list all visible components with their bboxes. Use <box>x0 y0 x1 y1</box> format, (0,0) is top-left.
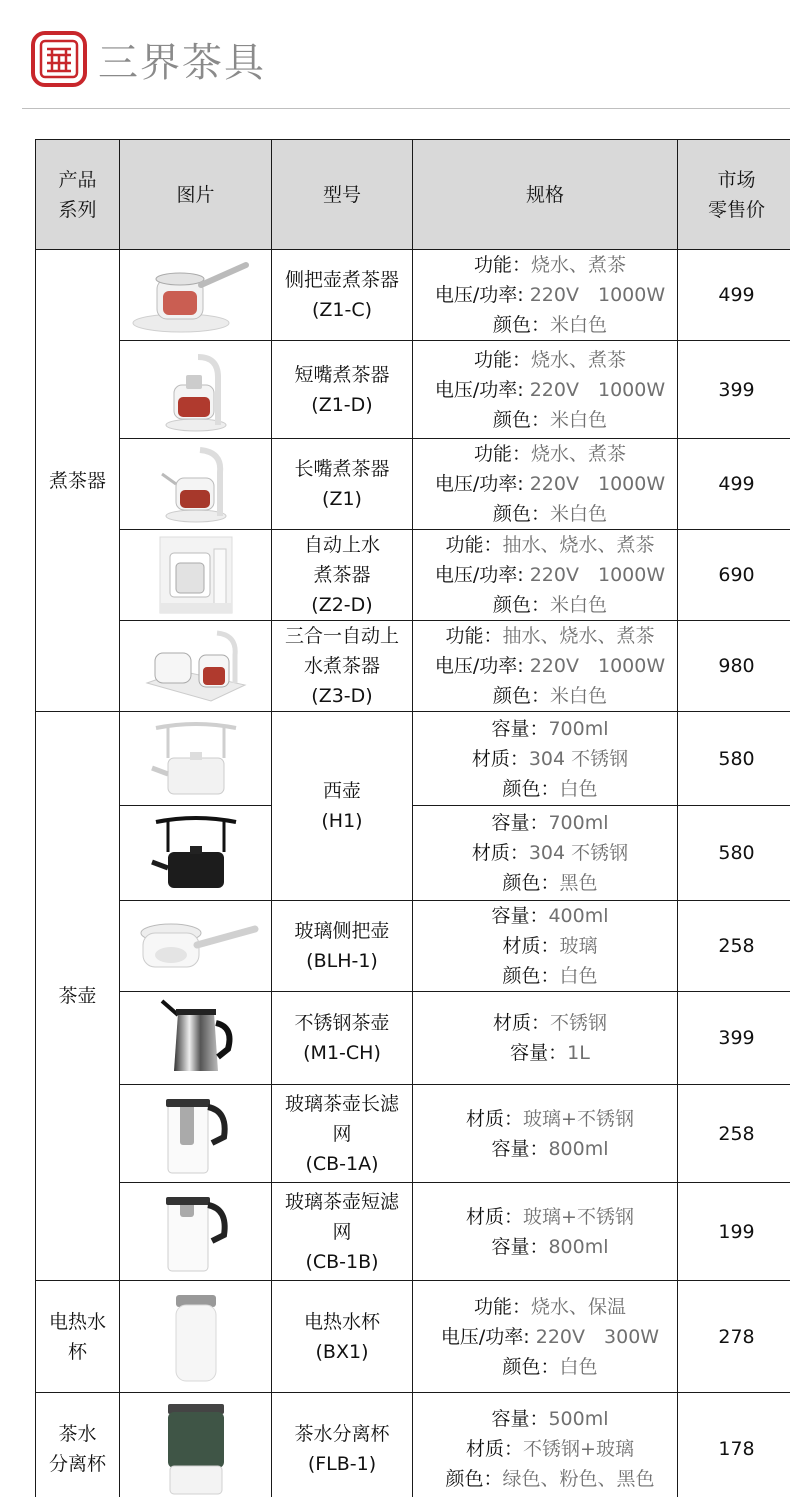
white-teapot-icon <box>146 718 246 800</box>
product-image <box>120 1393 272 1497</box>
series-cell: 茶水 分离杯 <box>36 1393 120 1497</box>
series-cell: 茶壶 <box>36 712 120 1281</box>
spec-cell: 功能：烧水、煮茶 电压/功率: 220V 1000W 颜色：米白色 <box>413 439 678 530</box>
price-cell: 580 <box>678 712 790 806</box>
price-cell: 499 <box>678 250 790 341</box>
auto-fill-tea-maker-icon <box>156 533 236 617</box>
header-model: 型号 <box>272 140 413 250</box>
model-cell: 电热水杯 (BX1) <box>272 1281 413 1393</box>
glass-pot-long-filter-icon <box>156 1091 236 1177</box>
price-cell: 278 <box>678 1281 790 1393</box>
price-cell: 690 <box>678 530 790 621</box>
table-row <box>36 992 790 1085</box>
product-image <box>120 712 272 806</box>
product-image <box>120 530 272 621</box>
model-cell: 玻璃茶壶短滤 网 (CB-1B) <box>272 1183 413 1281</box>
product-image <box>120 992 272 1085</box>
spec-cell: 容量：700ml 材质：304 不锈钢 颜色：黑色 <box>413 806 678 901</box>
model-cell: 三合一自动上 水煮茶器 (Z3-D) <box>272 621 413 712</box>
tea-separation-cup-icon <box>156 1400 236 1497</box>
table-header-row <box>36 140 790 250</box>
table-row <box>36 1281 790 1393</box>
header-price: 市场 零售价 <box>678 140 790 250</box>
price-cell: 499 <box>678 439 790 530</box>
product-image <box>120 806 272 901</box>
model-cell: 长嘴煮茶器 (Z1) <box>272 439 413 530</box>
spec-cell: 功能：烧水、煮茶 电压/功率: 220V 1000W 颜色：米白色 <box>413 250 678 341</box>
model-cell: 茶水分离杯 (FLB-1) <box>272 1393 413 1497</box>
series-cell: 电热水 杯 <box>36 1281 120 1393</box>
table-row <box>36 1085 790 1183</box>
price-cell: 258 <box>678 1085 790 1183</box>
table-row <box>36 1393 790 1497</box>
product-image <box>120 1183 272 1281</box>
product-image <box>120 1281 272 1393</box>
three-in-one-tea-maker-icon <box>141 625 251 707</box>
long-spout-tea-maker-icon <box>156 444 236 524</box>
model-cell: 玻璃茶壶长滤 网 (CB-1A) <box>272 1085 413 1183</box>
brand-name: 三界茶具 <box>98 39 266 86</box>
table-row <box>36 901 790 992</box>
table-row <box>36 530 790 621</box>
model-cell: 短嘴煮茶器 (Z1-D) <box>272 341 413 439</box>
table-row <box>36 341 790 439</box>
spec-cell: 容量：700ml 材质：304 不锈钢 颜色：白色 <box>413 712 678 806</box>
model-cell: 自动上水 煮茶器 (Z2-D) <box>272 530 413 621</box>
model-cell: 不锈钢茶壶 (M1-CH) <box>272 992 413 1085</box>
price-cell: 980 <box>678 621 790 712</box>
price-cell: 580 <box>678 806 790 901</box>
glass-pot-short-filter-icon <box>156 1189 236 1275</box>
table-row <box>36 250 790 341</box>
spec-cell: 材质：不锈钢 容量：1L <box>413 992 678 1085</box>
price-cell: 199 <box>678 1183 790 1281</box>
header-image: 图片 <box>120 140 272 250</box>
stainless-teapot-icon <box>156 997 236 1079</box>
spec-cell: 材质：玻璃+不锈钢 容量：800ml <box>413 1183 678 1281</box>
header-spec: 规格 <box>413 140 678 250</box>
brand-header <box>30 30 266 88</box>
product-image <box>120 341 272 439</box>
table-row <box>36 1183 790 1281</box>
product-image <box>120 439 272 530</box>
model-cell: 西壶 (H1) <box>272 712 413 901</box>
black-teapot-icon <box>146 812 246 894</box>
spec-cell: 材质：玻璃+不锈钢 容量：800ml <box>413 1085 678 1183</box>
product-table <box>35 139 790 1497</box>
side-handle-tea-maker-icon <box>131 255 261 335</box>
price-cell: 399 <box>678 341 790 439</box>
product-image <box>120 1085 272 1183</box>
price-cell: 399 <box>678 992 790 1085</box>
table-row <box>36 806 790 901</box>
table-row <box>36 439 790 530</box>
product-image <box>120 621 272 712</box>
seal-logo-icon <box>30 30 88 88</box>
product-image <box>120 250 272 341</box>
spec-cell: 功能：抽水、烧水、煮茶 电压/功率: 220V 1000W 颜色：米白色 <box>413 530 678 621</box>
electric-cup-icon <box>166 1289 226 1385</box>
table-row <box>36 712 790 806</box>
short-spout-tea-maker-icon <box>156 347 236 433</box>
spec-cell: 容量：500ml 材质：不锈钢+玻璃 颜色：绿色、粉色、黑色 <box>413 1393 678 1497</box>
spec-cell: 功能：烧水、煮茶 电压/功率: 220V 1000W 颜色：米白色 <box>413 341 678 439</box>
header-divider <box>22 108 790 109</box>
model-cell: 玻璃侧把壶 (BLH-1) <box>272 901 413 992</box>
spec-cell: 容量：400ml 材质：玻璃 颜色：白色 <box>413 901 678 992</box>
header-series: 产品 系列 <box>36 140 120 250</box>
spec-cell: 功能：抽水、烧水、煮茶 电压/功率: 220V 1000W 颜色：米白色 <box>413 621 678 712</box>
series-cell: 煮茶器 <box>36 250 120 712</box>
spec-cell: 功能：烧水、保温 电压/功率: 220V 300W 颜色：白色 <box>413 1281 678 1393</box>
price-cell: 258 <box>678 901 790 992</box>
glass-side-handle-pot-icon <box>131 913 261 979</box>
price-cell: 178 <box>678 1393 790 1497</box>
product-image <box>120 901 272 992</box>
table-row <box>36 621 790 712</box>
model-cell: 侧把壶煮茶器 (Z1-C) <box>272 250 413 341</box>
